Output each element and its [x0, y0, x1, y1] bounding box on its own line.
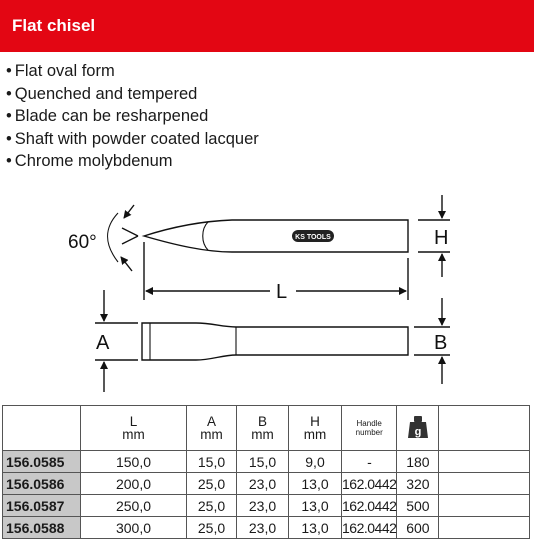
header-cell: L mm	[81, 406, 187, 451]
chisel-top-view	[142, 323, 408, 360]
cell-l: 300,0	[81, 517, 187, 539]
cell-empty	[439, 517, 530, 539]
cell-weight: 320	[397, 473, 439, 495]
title-bar	[0, 0, 534, 52]
header-cell: Handle number	[342, 406, 397, 451]
cell-empty	[439, 451, 530, 473]
cell-l: 250,0	[81, 495, 187, 517]
article-number: 156.0585	[3, 451, 81, 473]
cell-weight: 500	[397, 495, 439, 517]
cell-handle: 162.0442	[342, 517, 397, 539]
table-header-row	[3, 406, 530, 451]
dimension-l-label: L	[276, 281, 288, 303]
cell-handle: -	[342, 451, 397, 473]
header-cell	[397, 406, 439, 451]
cell-handle: 162.0442	[342, 473, 397, 495]
header-cell: B mm	[237, 406, 289, 451]
table-row	[3, 517, 530, 539]
feature-item: • Blade can be resharpened	[6, 107, 209, 125]
feature-list	[6, 60, 259, 173]
header-cell	[3, 406, 81, 451]
dimension-a-label: A	[96, 332, 110, 354]
cell-empty	[439, 473, 530, 495]
cell-h: 13,0	[289, 495, 342, 517]
cell-b: 23,0	[237, 517, 289, 539]
cell-weight: 600	[397, 517, 439, 539]
feature-item: • Flat oval form	[6, 62, 115, 80]
feature-item: • Chrome molybdenum	[6, 152, 173, 170]
cell-a: 25,0	[187, 473, 237, 495]
spec-table	[2, 405, 530, 539]
feature-item: • Quenched and tempered	[6, 84, 198, 103]
angle-label: 60°	[68, 232, 97, 253]
cell-empty	[439, 495, 530, 517]
dimension-b-label: B	[434, 332, 448, 354]
technical-drawing	[0, 190, 534, 402]
header-cell: A mm	[187, 406, 237, 451]
cell-h: 9,0	[289, 451, 342, 473]
cell-h: 13,0	[289, 473, 342, 495]
cell-l: 200,0	[81, 473, 187, 495]
chisel-side-view	[144, 220, 408, 252]
weight-icon-label: g	[414, 425, 422, 438]
article-number: 156.0588	[3, 517, 81, 539]
cell-a: 25,0	[187, 517, 237, 539]
cell-l: 150,0	[81, 451, 187, 473]
article-number: 156.0586	[3, 473, 81, 495]
table-row	[3, 473, 530, 495]
cell-b: 23,0	[237, 473, 289, 495]
article-number: 156.0587	[3, 495, 81, 517]
brand-label: KS TOOLS	[295, 234, 331, 241]
cell-b: 23,0	[237, 495, 289, 517]
cell-b: 15,0	[237, 451, 289, 473]
feature-item: • Shaft with powder coated lacquer	[6, 129, 259, 148]
table-row	[3, 495, 530, 517]
page-title: Flat chisel	[12, 16, 96, 35]
dimension-h-label: H	[434, 227, 449, 249]
weight-icon	[407, 415, 429, 439]
cell-a: 25,0	[187, 495, 237, 517]
cell-weight: 180	[397, 451, 439, 473]
cell-handle: 162.0442	[342, 495, 397, 517]
cell-h: 13,0	[289, 517, 342, 539]
header-cell: H mm	[289, 406, 342, 451]
cell-a: 15,0	[187, 451, 237, 473]
header-cell	[439, 406, 530, 451]
table-row	[3, 451, 530, 473]
